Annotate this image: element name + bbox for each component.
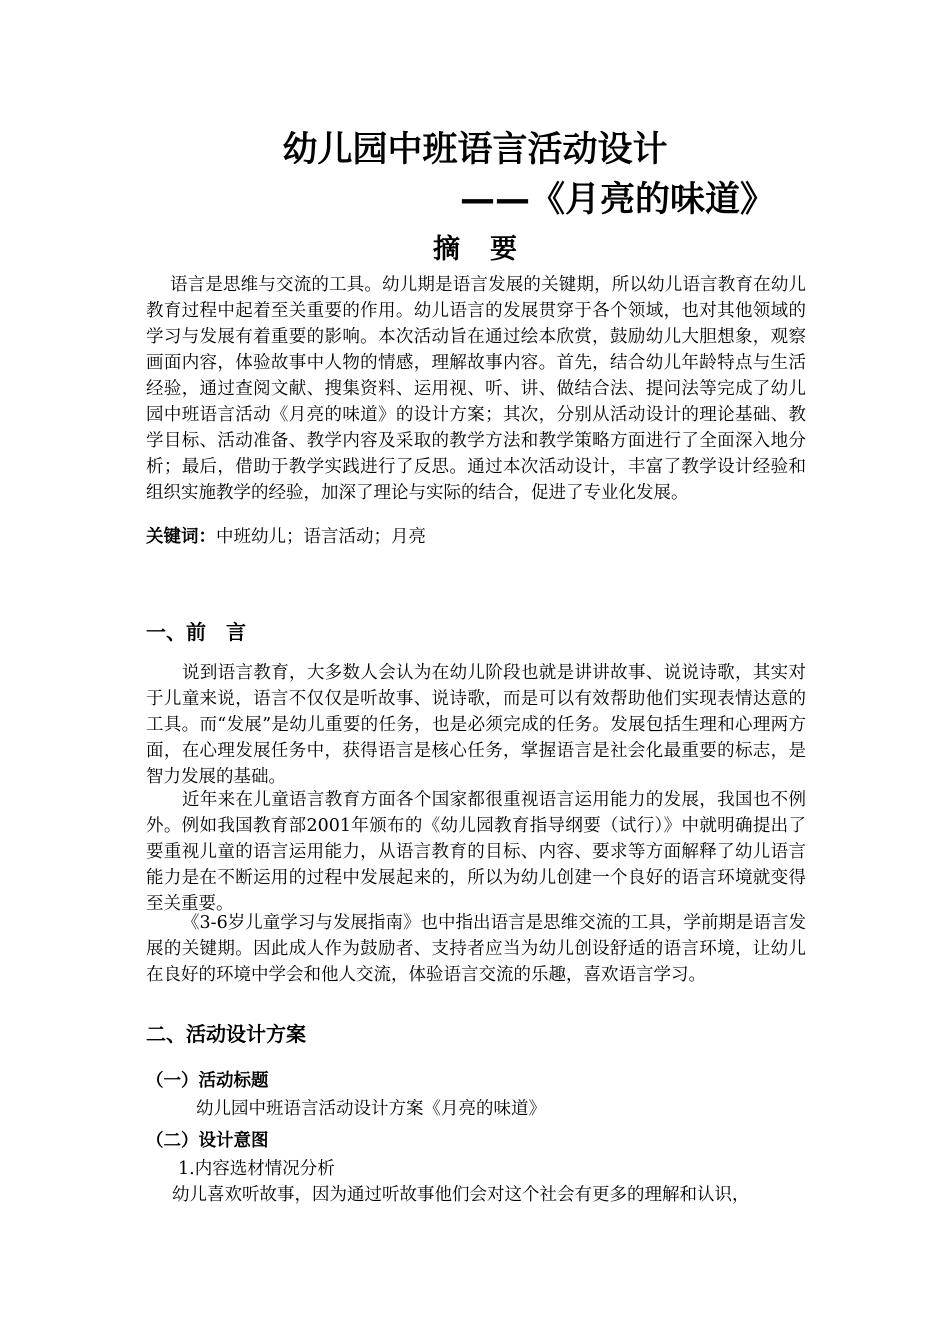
document-subtitle: ——《月亮的味道》 [460,180,776,220]
keywords-label: 关键词： [146,527,216,547]
keywords-line [146,524,806,550]
preface-paragraph-1: 说到语言教育，大多数人会认为在幼儿阶段也就是讲讲故事、说说诗歌，其实对于儿童来说，语言不仅仅是听故事、说诗歌，而是可以有效帮助他们实现表情达意的工具。而“发展”是幼儿重要的任务，也是必须完成的任务。发展包括生理和心理两方面，在心理发展任务中，获得语言是核心任务，掌握语言是社会化最重要的标志，是智力发展的基础。 [146,663,806,787]
design-intent-text: 幼儿喜欢听故事，因为通过听故事他们会对这个社会有更多的理解和认识， [172,1185,750,1205]
activity-title-text: 幼儿园中班语言活动设计方案《月亮的味道》 [196,1099,546,1119]
subsection-heading-activity-title: （一）活动标题 [146,1071,269,1091]
abstract-heading: 摘要 [433,234,547,265]
subsection-heading-design-intent: （二）设计意图 [146,1131,269,1151]
abstract-text: 语言是思维与交流的工具。幼儿期是语言发展的关键期，所以幼儿语言教育在幼儿教育过程中起着至关重要的作用。幼儿语言的发展贯穿于各个领域，也对其他领域的学习与发展有着重要的影响。本次活动旨在通过绘本欣赏，鼓励幼儿大胆想象，观察画面内容，体验故事中人物的情感，理解故事内容。首先，结合幼儿年龄特点与生活经验，通过查阅文献、搜集资料、运用视、听、讲、做结合法、提问法等完成了幼儿园中班语言活动《月亮的味道》的设计方案；其次，分别从活动设计的理论基础、教学目标、活动准备、教学内容及采取的教学方法和教学策略方面进行了全面深入地分析；最后，借助于教学实践进行了反思。通过本次活动设计，丰富了教学设计经验和组织实施教学的经验，加深了理论与实际的结合，促进了专业化发展。 [146,275,806,503]
design-intent-item-1: 1.内容选材情况分析 [178,1159,335,1179]
preface-paragraph-3: 《3-6岁儿童学习与发展指南》也中指出语言是思维交流的工具，学前期是语言发展的关键期。因此成人作为鼓励者、支持者应当为幼儿创设舒适的语言环境，让幼儿在良好的环境中学会和他人交流，体验语言交流的乐趣，喜欢语言学习。 [146,913,806,985]
section-heading-design-plan: 二、活动设计方案 [146,1022,306,1046]
section-heading-preface: 一、前 言 [146,620,246,644]
keywords-value: 中班幼儿；语言活动；月亮 [216,527,426,547]
document-title: 幼儿园中班语言活动设计 [282,130,668,170]
preface-paragraph-2: 近年来在儿童语言教育方面各个国家都很重视语言运用能力的发展，我国也不例外。例如我国教育部2001年颁布的《幼儿园教育指导纲要（试行）》中就明确提出了要重视儿童的语言运用能力，从语言教育的目标、内容、要求等方面解释了幼儿语言能力是在不断运用的过程中发展起来的，所以为幼儿创建一个良好的语言环境就变得至关重要。 [146,790,806,914]
